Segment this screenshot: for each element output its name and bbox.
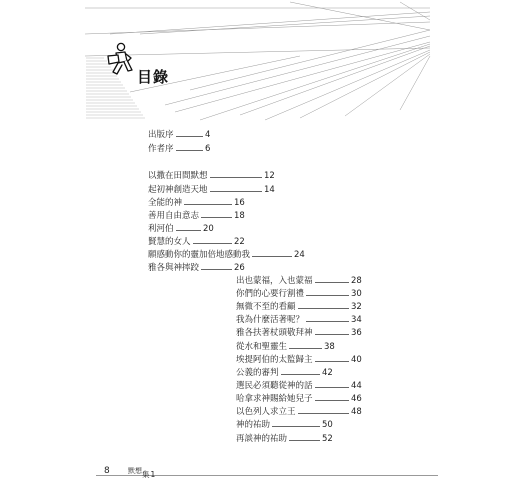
toc-entry-title: 以撒在田間默想	[148, 171, 208, 181]
toc-leader-line	[298, 308, 349, 309]
toc-entry-page: 16	[234, 198, 245, 208]
toc-entry-title: 埃提阿伯的太監歸主	[236, 355, 313, 365]
toc-entry[interactable]	[148, 249, 310, 262]
toc-leader-line	[289, 440, 320, 441]
toc-leader-line	[289, 348, 322, 349]
toc-entry-page: 18	[234, 211, 245, 221]
toc-entry-title: 以色列人求立王	[236, 407, 296, 417]
toc-leader-line	[252, 256, 292, 257]
toc-entry[interactable]	[148, 184, 280, 197]
toc-entry-title: 善用自由意志	[148, 211, 200, 221]
toc-entry-page: 38	[324, 342, 335, 352]
reading-figure-icon	[108, 43, 132, 74]
book-title-part: 集	[142, 470, 150, 479]
toc-entry[interactable]	[148, 197, 250, 210]
toc-entry-title: 出版序	[148, 130, 174, 140]
toc-entry-title: 無微不至的看顧	[236, 302, 296, 312]
toc-entry[interactable]	[236, 433, 338, 446]
toc-entry[interactable]	[236, 419, 338, 432]
toc-entry-page: 50	[322, 420, 333, 430]
toc-leader-line	[210, 191, 262, 192]
toc-entry-title: 我為什麼活著呢？	[236, 315, 305, 325]
toc-leader-line	[281, 374, 320, 375]
toc-entry-page: 40	[351, 355, 362, 365]
toc-entry-title: 賢慧的女人	[148, 237, 191, 247]
toc-entry[interactable]	[236, 288, 367, 301]
toc-entry-page: 32	[351, 302, 362, 312]
toc-leader-line	[176, 136, 203, 137]
toc-entry[interactable]	[148, 223, 219, 236]
toc-leader-line	[184, 204, 232, 205]
toc-leader-line	[210, 177, 262, 178]
header-illustration	[0, 0, 520, 130]
toc-entry-page: 14	[264, 185, 275, 195]
toc-entry-page: 6	[205, 144, 211, 154]
toc-entry[interactable]	[236, 406, 367, 419]
toc-entry-page: 28	[351, 276, 362, 286]
toc-entry[interactable]	[236, 275, 367, 288]
toc-leader-line	[201, 217, 232, 218]
toc-leader-line	[315, 400, 349, 401]
toc-entry[interactable]	[236, 327, 367, 340]
page-title: 目錄	[137, 68, 170, 86]
toc-entry-page: 44	[351, 381, 362, 391]
toc-leader-line	[315, 361, 349, 362]
toc-leader-line	[193, 243, 232, 244]
toc-entry[interactable]	[236, 380, 367, 393]
toc-entry-title: 出也蒙福，入也蒙福	[236, 276, 313, 286]
toc-entry[interactable]	[236, 367, 338, 380]
toc-entry-page: 34	[351, 315, 362, 325]
toc-leader-line	[315, 282, 349, 283]
toc-entry-title: 雅各扶著杖頭敬拜神	[236, 328, 313, 338]
toc-entry[interactable]	[236, 393, 367, 406]
toc-entry[interactable]	[236, 314, 367, 327]
toc-entry-title: 起初神創造天地	[148, 185, 208, 195]
toc-entry-page: 48	[351, 407, 362, 417]
toc-leader-line	[315, 387, 349, 388]
toc-entry-page: 42	[322, 368, 333, 378]
toc-entry-page: 30	[351, 289, 362, 299]
toc-entry[interactable]	[236, 341, 340, 354]
toc-leader-line	[306, 295, 349, 296]
toc-entry-page: 20	[203, 224, 214, 234]
toc-leader-line	[176, 230, 201, 231]
toc-entry[interactable]	[148, 262, 250, 275]
toc-entry-title: 公義的審判	[236, 368, 279, 378]
toc-entry[interactable]	[148, 129, 221, 142]
toc-entry-title: 願感動你的靈加倍地感動我	[148, 250, 251, 260]
toc-entry-page: 24	[294, 250, 305, 260]
book-title-part: 1	[150, 470, 156, 479]
toc-entry[interactable]	[148, 236, 250, 249]
toc-entry-title: 全能的神	[148, 198, 183, 208]
toc-entry-page: 36	[351, 328, 362, 338]
toc-entry-page: 12	[264, 171, 275, 181]
toc-entry[interactable]	[236, 354, 367, 367]
toc-leader-line	[201, 269, 232, 270]
toc-leader-line	[298, 413, 349, 414]
toc-entry-page: 4	[205, 130, 211, 140]
toc-entry-title: 雅各與神摔跤	[148, 263, 200, 273]
toc-entry-page: 26	[234, 263, 245, 273]
toc-entry-page: 22	[234, 237, 245, 247]
toc-leader-line	[315, 334, 349, 335]
toc-entry-title: 從水和聖靈生	[236, 342, 288, 352]
toc-entry[interactable]	[148, 170, 280, 183]
toc-leader-line	[306, 321, 349, 322]
book-title	[128, 467, 155, 478]
toc-leader-line	[272, 426, 320, 427]
toc-entry-page: 46	[351, 394, 362, 404]
toc-entry-title: 再談神的祐助	[236, 434, 288, 444]
toc-entry[interactable]	[148, 143, 221, 156]
toc-entry[interactable]	[236, 301, 367, 314]
page-number: 8	[104, 466, 110, 476]
toc-entry-title: 你們的心要行割禮	[236, 289, 305, 299]
book-title-part: 默想	[128, 467, 142, 475]
toc-entry-title: 利河伯	[148, 224, 174, 234]
toc-entry-title: 作者序	[148, 144, 174, 154]
toc-entry-title: 神的祐助	[236, 420, 271, 430]
toc-entry[interactable]	[148, 210, 250, 223]
toc-leader-line	[176, 150, 203, 151]
toc-entry-title: 選民必須聽從神的話	[236, 381, 313, 391]
toc-entry-page: 52	[322, 434, 333, 444]
toc-entry-title: 哈拿求神賜給她兒子	[236, 394, 313, 404]
